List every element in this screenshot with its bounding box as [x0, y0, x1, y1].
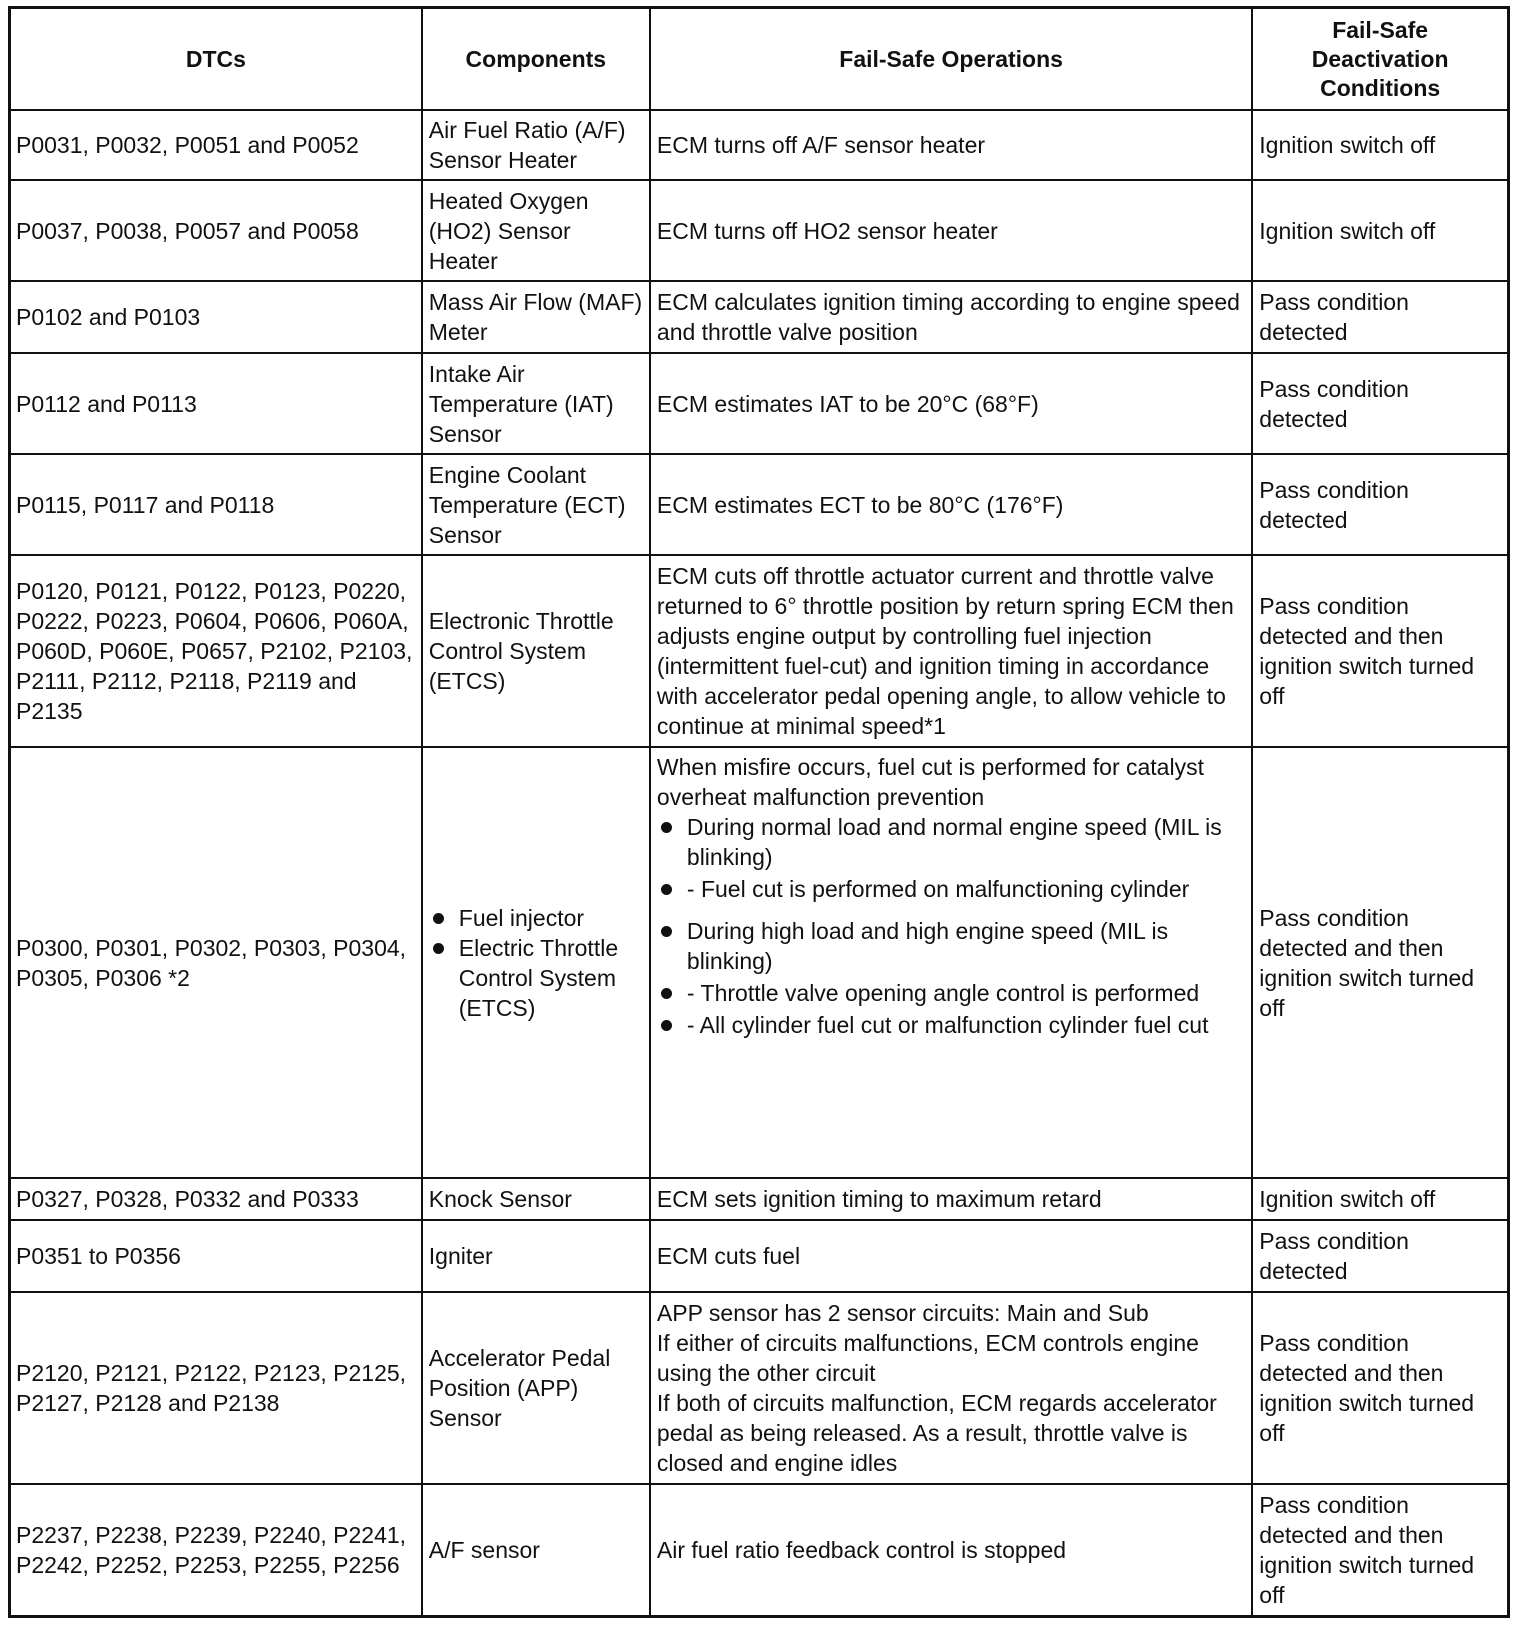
- dtc-cell: P0120, P0121, P0122, P0123, P0220, P0222, P0223, P0604, P0606, P060A, P060D, P060E, P0657, P2102, P2103, P2111, P2112, P2118, P2119 and P2135: [10, 555, 422, 747]
- table-row: [10, 180, 1509, 281]
- table-row: [10, 110, 1509, 180]
- table-row: [10, 555, 1509, 747]
- component-cell: Accelerator Pedal Position (APP) Sensor: [422, 1292, 650, 1484]
- deactivation-cell: Pass condition detected and then ignition switch turned off: [1252, 1484, 1508, 1616]
- operation-cell: ECM cuts fuel: [650, 1220, 1252, 1292]
- failsafe-table-page: [8, 6, 1510, 1618]
- component-cell: Igniter: [422, 1220, 650, 1292]
- component-cell: [422, 747, 650, 1178]
- deactivation-cell: Ignition switch off: [1252, 1178, 1508, 1220]
- list-item: - All cylinder fuel cut or malfunction cylinder fuel cut: [657, 1010, 1245, 1040]
- header-operations: Fail-Safe Operations: [650, 8, 1252, 111]
- component-cell: A/F sensor: [422, 1484, 650, 1616]
- component-cell: Electronic Throttle Control System (ETCS): [422, 555, 650, 747]
- operation-cell: [650, 747, 1252, 1178]
- component-cell: Heated Oxygen (HO2) Sensor Heater: [422, 180, 650, 281]
- list-item: - Throttle valve opening angle control is performed: [657, 978, 1245, 1008]
- failsafe-table: [8, 6, 1510, 1618]
- table-header-row: [10, 8, 1509, 111]
- table-row: [10, 454, 1509, 555]
- dtc-cell: P0327, P0328, P0332 and P0333: [10, 1178, 422, 1220]
- deactivation-cell: Pass condition detected: [1252, 281, 1508, 353]
- operation-cell: Air fuel ratio feedback control is stopped: [650, 1484, 1252, 1616]
- operation-cell: ECM turns off A/F sensor heater: [650, 110, 1252, 180]
- table-row: [10, 747, 1509, 1178]
- operation-line: APP sensor has 2 sensor circuits: Main and Sub: [656, 1300, 1149, 1326]
- deactivation-cell: Pass condition detected and then ignition switch turned off: [1252, 555, 1508, 747]
- deactivation-cell: Pass condition detected and then ignition switch turned off: [1252, 1292, 1508, 1484]
- operation-cell: ECM sets ignition timing to maximum retard: [650, 1178, 1252, 1220]
- component-cell: Air Fuel Ratio (A/F) Sensor Heater: [422, 110, 650, 180]
- operation-cell: ECM calculates ignition timing according to engine speed and throttle valve position: [650, 281, 1252, 353]
- dtc-cell: P0351 to P0356: [10, 1220, 422, 1292]
- list-item: Electric Throttle Control System (ETCS): [429, 933, 643, 1023]
- component-cell: Engine Coolant Temperature (ECT) Sensor: [422, 454, 650, 555]
- operation-cell: ECM estimates ECT to be 80°C (176°F): [650, 454, 1252, 555]
- component-cell: Mass Air Flow (MAF) Meter: [422, 281, 650, 353]
- table-row: [10, 1292, 1509, 1484]
- operation-cell: ECM estimates IAT to be 20°C (68°F): [650, 353, 1252, 454]
- dtc-cell: P0031, P0032, P0051 and P0052: [10, 110, 422, 180]
- component-cell: Intake Air Temperature (IAT) Sensor: [422, 353, 650, 454]
- dtc-cell: P2237, P2238, P2239, P2240, P2241, P2242, P2252, P2253, P2255, P2256: [10, 1484, 422, 1616]
- deactivation-cell: Ignition switch off: [1252, 180, 1508, 281]
- deactivation-cell: Pass condition detected: [1252, 454, 1508, 555]
- operation-cell: ECM turns off HO2 sensor heater: [650, 180, 1252, 281]
- table-row: [10, 1178, 1509, 1220]
- dtc-cell: P0102 and P0103: [10, 281, 422, 353]
- dtc-cell: P0300, P0301, P0302, P0303, P0304, P0305, P0306 *2: [10, 747, 422, 1178]
- deactivation-cell: Ignition switch off: [1252, 110, 1508, 180]
- table-row: [10, 281, 1509, 353]
- list-item: During high load and high engine speed (MIL is blinking): [657, 916, 1245, 976]
- operation-list-normal-load: [657, 812, 1245, 904]
- operation-list-high-load: [657, 916, 1245, 1040]
- deactivation-cell: Pass condition detected and then ignition switch turned off: [1252, 747, 1508, 1178]
- header-dtcs: DTCs: [10, 8, 422, 111]
- operation-intro: When misfire occurs, fuel cut is performed for catalyst overheat malfunction prevention: [656, 754, 1204, 810]
- dtc-cell: P0037, P0038, P0057 and P0058: [10, 180, 422, 281]
- list-item: Fuel injector: [429, 903, 643, 933]
- table-row: [10, 1484, 1509, 1616]
- header-components: Components: [422, 8, 650, 111]
- dtc-cell: P0112 and P0113: [10, 353, 422, 454]
- operation-cell: ECM cuts off throttle actuator current and throttle valve returned to 6° throttle position by return spring ECM then adjusts engine output by controlling fuel injection (intermittent fuel-cut) and ignition timing in accordance with accelerator pedal opening angle, to allow vehicle to continue at minimal speed*1: [650, 555, 1252, 747]
- component-cell: Knock Sensor: [422, 1178, 650, 1220]
- table-row: [10, 1220, 1509, 1292]
- operation-cell: [650, 1292, 1252, 1484]
- table-row: [10, 353, 1509, 454]
- list-item: During normal load and normal engine speed (MIL is blinking): [657, 812, 1245, 872]
- dtc-cell: P2120, P2121, P2122, P2123, P2125, P2127, P2128 and P2138: [10, 1292, 422, 1484]
- deactivation-cell: Pass condition detected: [1252, 353, 1508, 454]
- operation-line: If either of circuits malfunctions, ECM controls engine using the other circuit: [656, 1330, 1199, 1386]
- dtc-cell: P0115, P0117 and P0118: [10, 454, 422, 555]
- deactivation-cell: Pass condition detected: [1252, 1220, 1508, 1292]
- header-deactivation: Fail-Safe Deactivation Conditions: [1252, 8, 1508, 111]
- operation-line: If both of circuits malfunction, ECM regards accelerator pedal as being released. As a result, throttle valve is closed and engine idles: [656, 1390, 1217, 1476]
- list-item: - Fuel cut is performed on malfunctioning cylinder: [657, 874, 1245, 904]
- component-list: [429, 903, 643, 1023]
